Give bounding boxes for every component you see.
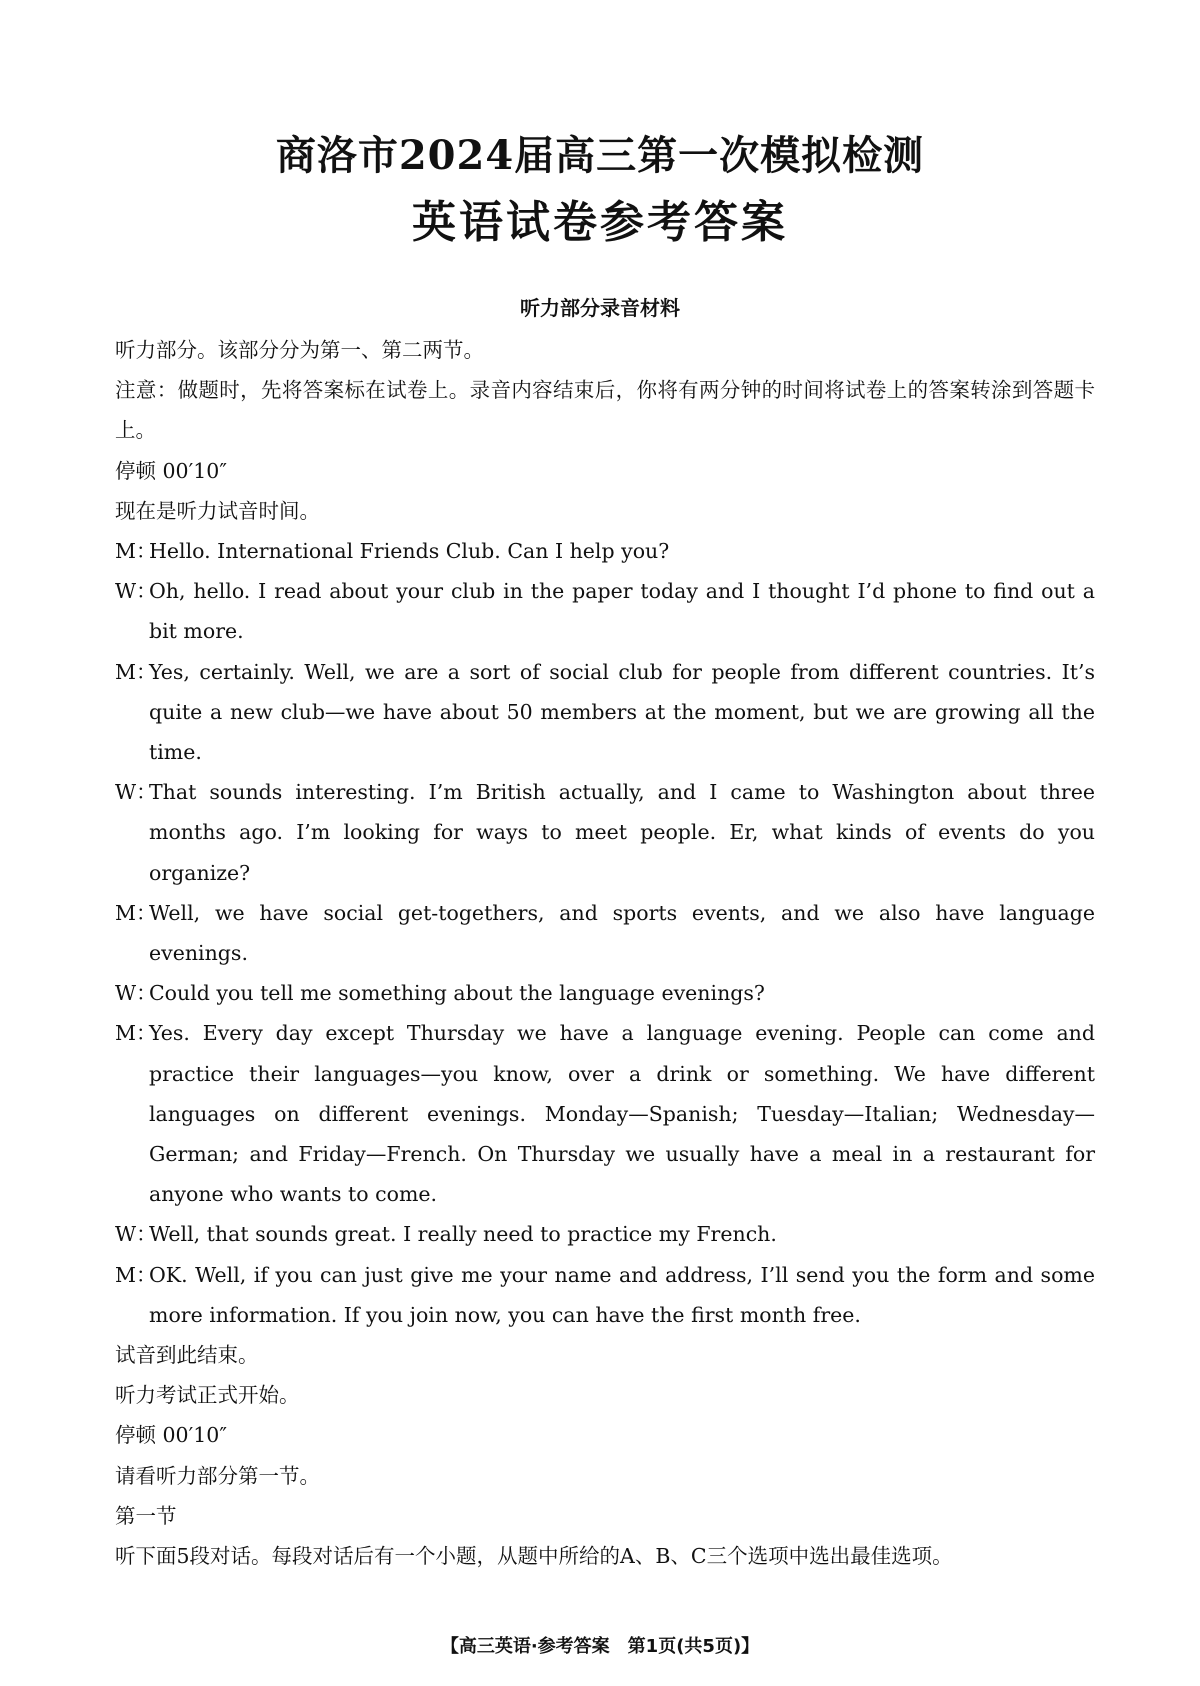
speaker-label: W： — [115, 780, 157, 805]
dialogue-line — [115, 1214, 1095, 1254]
speaker-label: W： — [115, 1222, 157, 1247]
speaker-label: W： — [115, 981, 157, 1006]
transcript-body — [115, 330, 1095, 1576]
dialogue-text: Could you tell me something about the language evenings? — [149, 981, 765, 1006]
section-1-instruction: 听下面5段对话。每段对话后有一个小题，从题中所给的A、B、C三个选项中选出最佳选项。 — [115, 1544, 953, 1569]
speaker-label: M： — [115, 1021, 157, 1046]
trial-start-note: 现在是听力试音时间。 — [115, 498, 320, 523]
section-1-label: 第一节 — [115, 1503, 177, 1528]
speaker-label: M： — [115, 539, 157, 564]
trial-end-note: 试音到此结束。 — [115, 1343, 259, 1368]
document-title: 商洛市2024届高三第一次模拟检测 — [275, 132, 925, 179]
speaker-label: M： — [115, 900, 157, 925]
speaker-label: M： — [115, 659, 157, 684]
section-1-prompt: 请看听力部分第一节。 — [115, 1463, 320, 1488]
intro-line: 听力部分。该部分分为第一、第二两节。 — [115, 338, 484, 362]
dialogue-line — [115, 1255, 1095, 1335]
document-subtitle: 英语试卷参考答案 — [412, 197, 788, 248]
dialogue-text: Yes. Every day except Thursday we have a language evening. People can come and practice their languages—you know, over a drink or something. We have different languages on different evenings. Monday—Spanish; Tuesday—Italian; Wednesday—German; and Friday—French. On Thursday we usually have a meal in a restaurant for anyone who wants to come. — [149, 1021, 1095, 1207]
dialogue-text: Yes, certainly. Well, we are a sort of social club for people from different countries. It’s quite a new club—we have about 50 members at the moment, but we are growing all the time. — [149, 659, 1095, 765]
speaker-label: W： — [115, 579, 157, 604]
dialogue-text: Well, we have social get-togethers, and sports events, and we also have language evenings. — [149, 900, 1095, 966]
dialogue-text: That sounds interesting. I’m British actually, and I came to Washington about three months ago. I’m looking for ways to meet people. Er, what kinds of events do you organize? — [149, 780, 1095, 885]
pause-note: 停顿 00′10″ — [115, 458, 227, 483]
exam-start-note: 听力考试正式开始。 — [115, 1383, 300, 1408]
dialogue-line — [115, 571, 1095, 651]
dialogue-line — [115, 973, 1095, 1013]
dialogue-line — [115, 531, 1095, 571]
dialogue-line — [115, 652, 1095, 773]
dialogue-text: Hello. International Friends Club. Can I help you? — [149, 539, 670, 564]
dialogue-line — [115, 772, 1095, 893]
dialogue-text: Oh, hello. I read about your club in the paper today and I thought I’d phone to find out a bit more. — [149, 579, 1095, 644]
speaker-label: M： — [115, 1262, 157, 1287]
dialogue-line — [115, 893, 1095, 973]
section-heading: 听力部分录音材料 — [520, 296, 680, 320]
pause-note: 停顿 00′10″ — [115, 1423, 227, 1448]
dialogue-text: OK. Well, if you can just give me your name and address, I’ll send you the form and some more information. If you join now, you can have the first month free. — [149, 1262, 1095, 1327]
dialogue-line — [115, 1013, 1095, 1214]
intro-notice: 注意：做题时，先将答案标在试卷上。录音内容结束后，你将有两分钟的时间将试卷上的答案转涂到答题卡上。 — [115, 378, 1095, 443]
dialogue-text: Well, that sounds great. I really need to practice my French. — [149, 1222, 777, 1247]
page-footer: 【高三英语·参考答案 第1页(共5页)】 — [440, 1636, 760, 1657]
